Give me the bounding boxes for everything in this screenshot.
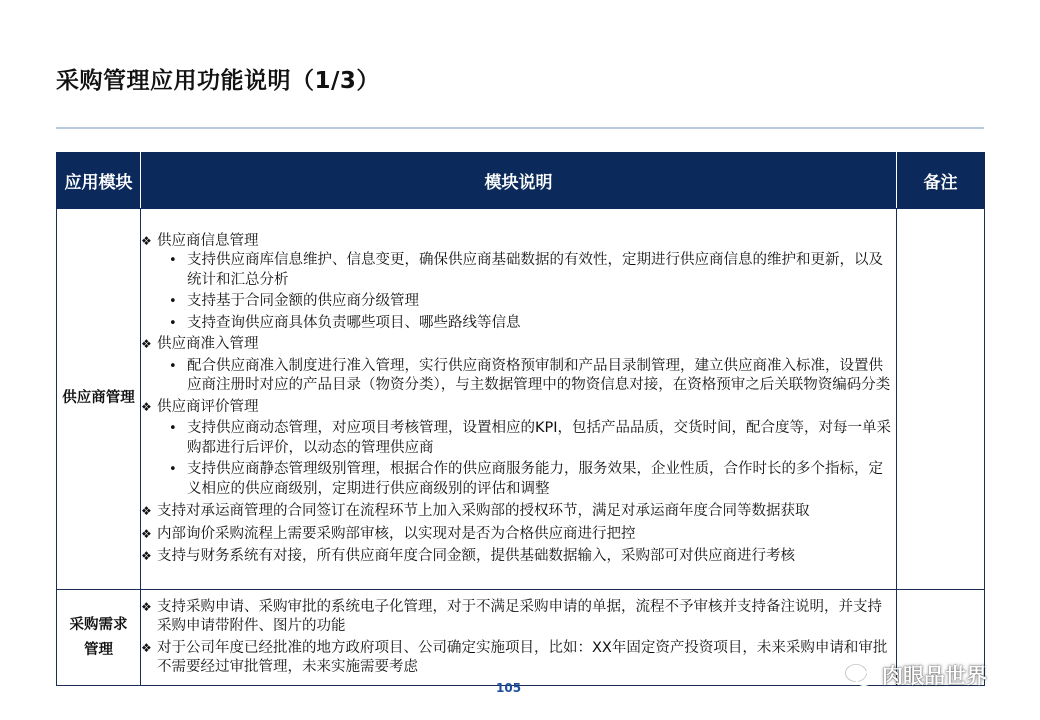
diamond-bullet-icon: ❖ xyxy=(141,549,152,563)
page-title: 采购管理应用功能说明（1/3） xyxy=(56,68,380,94)
module-cell xyxy=(57,590,141,686)
bullet-icon: • xyxy=(169,294,177,309)
bullet-icon: • xyxy=(169,421,177,436)
header-remark: 备注 xyxy=(897,153,985,209)
header-description: 模块说明 xyxy=(141,153,897,209)
diamond-bullet-icon: ❖ xyxy=(141,399,152,414)
watermark xyxy=(844,660,987,690)
bullet-icon: • xyxy=(169,358,177,374)
diamond-bullet-icon: ❖ xyxy=(141,504,152,518)
list-item: ❖ 支持与财务系统有对接，所有供应商年度合同金额，提供基础数据输入，采购部可对供应商进行考核 xyxy=(141,547,896,567)
diamond-bullet-icon: ❖ xyxy=(141,526,152,541)
list-item: • 配合供应商准入制度进行准入管理，实行供应商资格预审制和产品目录制管理，建立供应商准入标准，设置供应商注册时对应的产品目录（物资分类），与主数据管理中的物资信息对接，在资格预审之后关联物资编码分类 xyxy=(169,357,891,393)
list-item: ❖ 支持采购申请、采购审批的系统电子化管理，对于不满足采购申请的单据，流程不予审核并支持备注说明，并支持采购申请带附件、图片的功能 xyxy=(141,598,882,634)
diamond-bullet-icon: ❖ xyxy=(141,640,152,655)
module-cell xyxy=(57,209,141,590)
watermark-text: 肉眼品世界 xyxy=(882,664,987,688)
title-divider xyxy=(56,127,984,129)
module-name: 供应商管理 xyxy=(62,390,135,407)
list-item: • 支持供应商库信息维护、信息变更，确保供应商基础数据的有效性，定期进行供应商信息的维护和更新，以及统计和汇总分析 xyxy=(169,252,883,288)
wechat-icon xyxy=(844,662,874,688)
bullet-icon: • xyxy=(169,253,177,268)
list-item: ❖ 内部询价采购流程上需要采购部审核，以实现对是否为合格供应商进行把控 xyxy=(141,525,896,545)
header-module: 应用模块 xyxy=(57,153,141,209)
list-item: • 支持查询供应商具体负责哪些项目、哪些路线等信息 xyxy=(141,314,896,334)
list-item: ❖ 供应商评价管理 xyxy=(141,398,896,418)
list-item: ❖ 支持对承运商管理的合同签订在流程环节上加入采购部的授权环节，满足对承运商年度合同等数据获取 xyxy=(141,502,896,522)
diamond-bullet-icon: ❖ xyxy=(141,599,152,614)
table-row xyxy=(57,209,985,590)
diamond-bullet-icon: ❖ xyxy=(141,337,152,351)
list-item: ❖ 对于公司年度已经批准的地方政府项目、公司确定实施项目，比如：XX年固定资产投资项目，未来采购申请和审批不需要经过审批管理，未来实施需要考虑 xyxy=(141,639,888,675)
table-header-row xyxy=(57,153,985,209)
function-table xyxy=(56,152,985,686)
module-name-line: 管理 xyxy=(84,641,113,658)
description-cell xyxy=(141,209,897,590)
bullet-icon: • xyxy=(169,315,177,331)
diamond-bullet-icon: ❖ xyxy=(141,233,152,248)
module-name-line: 采购需求 xyxy=(69,616,128,633)
page-number: 105 xyxy=(496,681,522,695)
list-item: • 支持供应商静态管理级别管理，根据合作的供应商服务能力，服务效果，企业性质，合作时长的多个指标，定义相应的供应商级别，定期进行供应商级别的评估和调整 xyxy=(169,461,883,497)
list-item: ❖ 供应商准入管理 xyxy=(141,335,896,355)
bullet-icon: • xyxy=(169,462,177,477)
remark-cell xyxy=(897,209,985,590)
description-cell xyxy=(141,590,897,686)
list-item: • 支持供应商动态管理，对应项目考核管理，设置相应的KPI，包括产品品质，交货时间，配合度等，对每一单采购都进行后评价，以动态的管理供应商 xyxy=(169,420,892,456)
list-item: ❖ 供应商信息管理 xyxy=(141,232,896,252)
list-item: • 支持基于合同金额的供应商分级管理 xyxy=(141,292,896,312)
